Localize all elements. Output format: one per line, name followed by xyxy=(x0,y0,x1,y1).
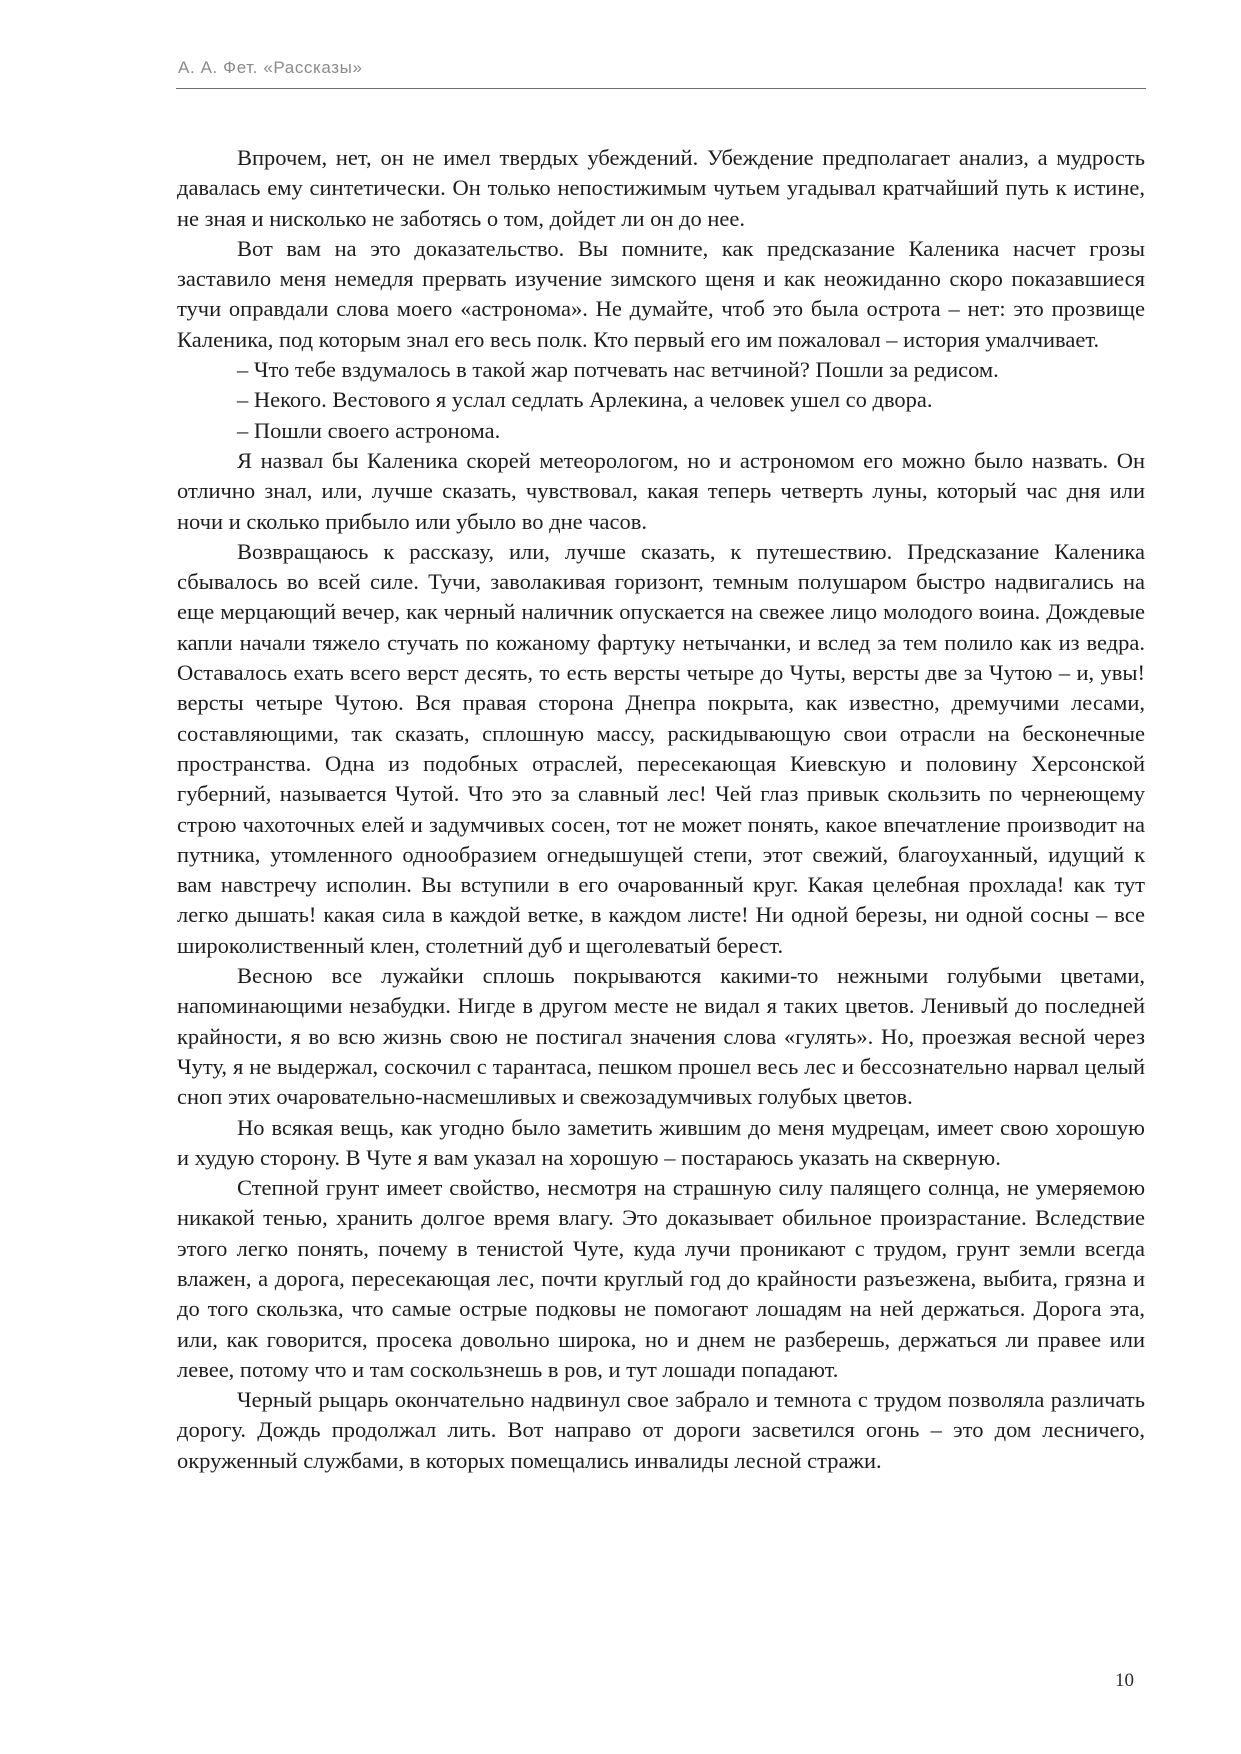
dialogue-line: – Что тебе вздумалось в такой жар потчевать нас ветчиной? Пошли за редисом. xyxy=(237,357,999,383)
running-title: А. А. Фет. «Рассказы» xyxy=(178,58,363,77)
paragraph: Но всякая вещь, как угодно было заметить жившим до меня мудрецам, имеет свою хорошую и худую сторону. В Чуте я вам указал на хорошую – постараюсь указать на скверную. xyxy=(177,1114,1145,1170)
dialogue-line: – Некого. Вестового я услал седлать Арлекина, а человек ушел со двора. xyxy=(237,387,933,413)
paragraph: Степной грунт имеет свойство, несмотря на страшную силу палящего солнца, не умеряемою никакой тенью, хранить долгое время влагу. Это доказывает обильное произрастание. Вследствие этого легко понять, почему в тенистой Чуте, куда лучи проникают с трудом, грунт земли всегда влажен, а дорога, пересекающая лес, почти круглый год до крайности разъезжена, выбита, грязна и до того скользка, что самые острые подковы не помогают лошадям на ней держаться. Дорога эта, или, как говорится, просека довольно широка, но и днем не разберешь, держаться ли правее или левее, потому что и там соскользнешь в ров, и тут лошади попадают. xyxy=(177,1175,1145,1382)
body-text xyxy=(177,143,1145,1476)
paragraph: Весною все лужайки сплошь покрываются какими-то нежными голубыми цветами, напоминающими незабудки. Нигде в другом месте не видал я таких цветов. Ленивый до последней крайности, я во всю жизнь свою не постигал значения слова «гулять». Но, проезжая весной через Чуту, я не выдержал, соскочил с тарантаса, пешком прошел весь лес и бессознательно нарвал целый сноп этих очаровательно-насмешливых и свежозадумчивых голубых цветов. xyxy=(177,963,1145,1110)
paragraph: Вот вам на это доказательство. Вы помните, как предсказание Каленика насчет грозы заставило меня немедля прервать изучение зимского щеня и как неожиданно скоро показавшиеся тучи оправдали слова моего «астронома». Не думайте, чтоб это была острота – нет: это прозвище Каленика, под которым знал его весь полк. Кто первый его им пожаловал – история умалчивает. xyxy=(177,235,1145,352)
page-number: 10 xyxy=(1115,1670,1134,1691)
running-header xyxy=(176,56,1146,89)
paragraph: Впрочем, нет, он не имел твердых убеждений. Убеждение предполагает анализ, а мудрость давалась ему синтетически. Он только непостижимым чутьем угадывал кратчайший путь к истине, не зная и нисколько не заботясь о том, дойдет ли он до нее. xyxy=(177,145,1145,231)
dialogue-line: – Пошли своего астронома. xyxy=(237,417,501,443)
paragraph: Возвращаюсь к рассказу, или, лучше сказать, к путешествию. Предсказание Каленика сбывалось во всей силе. Тучи, заволакивая горизонт, темным полушаром быстро надвигались на еще мерцающий вечер, как черный наличник опускается на свежее лицо молодого воина. Дождевые капли начали тяжело стучать по кожаному фартуку нетычанки, и вслед за тем полило как из ведра. Оставалось ехать всего верст десять, то есть версты четыре до Чуты, версты две за Чутою – и, увы! версты четыре Чутою. Вся правая сторона Днепра покрыта, как известно, дремучими лесами, составляющими, так сказать, сплошную массу, раскидывающую свои отрасли на бесконечные пространства. Одна из подобных отраслей, пересекающая Киевскую и половину Херсонской губерний, называется Чутой. Что это за славный лес! Чей глаз привык скользить по чернеющему строю чахоточных елей и задумчивых сосен, тот не может понять, какое впечатление производит на путника, утомленного однообразием огнедышущей степи, этот свежий, благоуханный, идущий к вам навстречу исполин. Вы вступили в его очарованный круг. Какая целебная прохлада! как тут легко дышать! какая сила в каждой ветке, в каждом листе! Ни одной березы, ни одной сосны – все широколиственный клен, столетний дуб и щеголеватый берест. xyxy=(177,538,1145,958)
paragraph: Я назвал бы Каленика скорей метеорологом, но и астрономом его можно было назвать. Он отлично знал, или, лучше сказать, чувствовал, какая теперь четверть луны, который час дня или ночи и сколько прибыло или убыло во дне часов. xyxy=(177,447,1145,534)
paragraph: Черный рыцарь окончательно надвинул свое забрало и темнота с трудом позволяла различать дорогу. Дождь продолжал лить. Вот направо от дороги засветился огонь – это дом лесничего, окруженный службами, в которых помещались инвалиды лесной стражи. xyxy=(177,1387,1145,1473)
